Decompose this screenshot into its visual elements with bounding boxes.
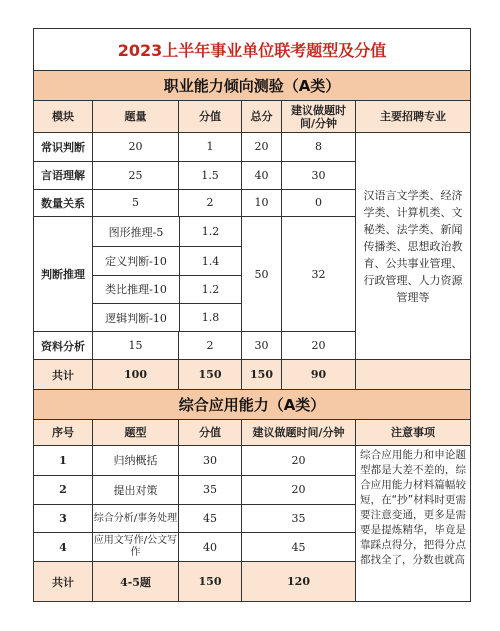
cell-total: 20 bbox=[241, 133, 281, 161]
section-b-total-row bbox=[34, 561, 355, 601]
cell-type: 应用文写作/公文写作 bbox=[92, 533, 178, 561]
majors-total-cell bbox=[356, 359, 470, 389]
table-row bbox=[34, 475, 355, 504]
cell-count: 20 bbox=[92, 133, 178, 161]
header-score: 分值 bbox=[178, 420, 241, 445]
header-total: 总分 bbox=[241, 101, 281, 132]
cell-score: 30 bbox=[178, 446, 241, 475]
cell-total-label: 共计 bbox=[34, 360, 92, 389]
header-majors: 主要招聘专业 bbox=[355, 101, 470, 132]
subitem-row bbox=[93, 275, 241, 303]
majors-text: 汉语言文学类、经济学类、计算机类、文秘类、法学类、新闻传播类、思想政治教育、公共事业管理、行政管理、人力资源管理等 bbox=[363, 188, 463, 304]
table-title-row bbox=[34, 29, 470, 70]
cell-score: 1.4 bbox=[179, 247, 241, 275]
header-module: 模块 bbox=[34, 101, 92, 132]
cell-total: 150 bbox=[241, 360, 281, 389]
cell-type: 4-5题 bbox=[92, 562, 178, 601]
cell-score: 2 bbox=[178, 332, 241, 359]
cell-module: 数量关系 bbox=[41, 196, 85, 210]
cell-count: 100 bbox=[92, 360, 178, 389]
cell-no: 2 bbox=[59, 483, 67, 497]
cell-no: 3 bbox=[59, 512, 67, 526]
table-row bbox=[34, 161, 355, 189]
cell-score: 1.8 bbox=[179, 304, 241, 332]
table-row bbox=[34, 133, 355, 161]
cell-type: 归纳概括 bbox=[92, 446, 178, 475]
notes-text: 综合应用能力和申论题型都是大差不差的，综合应用能力材料篇幅较短，在“抄”材料时更需要注意变通，更多是需要是提炼精华，毕竟是靠踩点得分，把得分点都找全了，分数也就高 bbox=[355, 446, 470, 601]
cell-type: 提出对策 bbox=[92, 476, 178, 504]
cell-time: 30 bbox=[281, 162, 355, 189]
cell-score: 40 bbox=[178, 533, 241, 561]
cell-time: 20 bbox=[281, 332, 355, 359]
cell-time: 20 bbox=[241, 446, 355, 475]
cell-count: 5 bbox=[92, 190, 178, 217]
table-row bbox=[34, 446, 355, 475]
cell-subitem: 类比推理-10 bbox=[105, 283, 167, 297]
header-no: 序号 bbox=[34, 420, 92, 445]
cell-time: 120 bbox=[241, 562, 355, 601]
table-row bbox=[34, 189, 355, 217]
cell-time: 35 bbox=[241, 505, 355, 533]
cell-time: 32 bbox=[281, 217, 355, 331]
cell-module: 资料分析 bbox=[41, 339, 85, 353]
cell-score: 2 bbox=[178, 190, 241, 217]
section-b-heading: 综合应用能力（A类） bbox=[34, 389, 470, 419]
cell-total: 50 bbox=[241, 217, 281, 331]
cell-time: 90 bbox=[281, 360, 355, 389]
cell-total: 40 bbox=[241, 162, 281, 189]
cell-score: 45 bbox=[178, 505, 241, 533]
subitem-row bbox=[93, 246, 241, 275]
exam-table bbox=[33, 28, 471, 602]
cell-count: 15 bbox=[92, 332, 178, 359]
header-time: 建议做题时间/分钟 bbox=[281, 101, 355, 132]
table-row bbox=[34, 331, 355, 359]
cell-score: 1 bbox=[178, 133, 241, 161]
section-a-rows bbox=[34, 133, 355, 389]
cell-score: 1.2 bbox=[179, 217, 241, 246]
cell-score: 150 bbox=[178, 562, 241, 601]
header-notes: 注意事项 bbox=[355, 420, 470, 445]
header-score: 分值 bbox=[178, 101, 241, 132]
cell-score: 35 bbox=[178, 476, 241, 504]
cell-subitem: 定义判断-10 bbox=[105, 255, 167, 268]
cell-time: 8 bbox=[281, 133, 355, 161]
header-type: 题型 bbox=[92, 420, 178, 445]
table-title: 2023上半年事业单位联考题型及分值 bbox=[117, 41, 387, 60]
cell-type: 综合分析/事务处理 bbox=[92, 505, 178, 533]
cell-module: 判断推理 bbox=[41, 268, 85, 282]
header-count: 题量 bbox=[92, 101, 178, 132]
cell-time: 45 bbox=[241, 533, 355, 561]
section-b-rows bbox=[34, 446, 355, 601]
cell-subitem: 逻辑判断-10 bbox=[105, 311, 167, 325]
cell-score: 1.2 bbox=[179, 276, 241, 303]
cell-no: 4 bbox=[59, 540, 67, 554]
cell-no: 1 bbox=[59, 453, 67, 467]
cell-time: 20 bbox=[241, 476, 355, 504]
judgment-subitems bbox=[92, 217, 241, 331]
table-row bbox=[34, 532, 355, 561]
cell-total: 10 bbox=[241, 190, 281, 217]
judgment-reasoning-block bbox=[34, 216, 355, 331]
cell-subitem: 图形推理-5 bbox=[108, 225, 164, 239]
cell-module: 常识判断 bbox=[41, 140, 85, 154]
subitem-row bbox=[93, 303, 241, 332]
cell-module: 言语理解 bbox=[41, 169, 85, 183]
cell-time: 0 bbox=[281, 190, 355, 217]
cell-total-label: 共计 bbox=[34, 562, 92, 601]
section-a-heading: 职业能力倾向测验（A类） bbox=[34, 70, 470, 100]
cell-score: 150 bbox=[178, 360, 241, 389]
table-row bbox=[34, 504, 355, 533]
subitem-row bbox=[93, 217, 241, 246]
section-b-header-row bbox=[34, 419, 470, 445]
section-a-header-row bbox=[34, 100, 470, 132]
cell-score: 1.5 bbox=[178, 162, 241, 189]
section-b-body bbox=[34, 445, 470, 601]
cell-count: 25 bbox=[92, 162, 178, 189]
cell-total: 30 bbox=[241, 332, 281, 359]
section-a-body bbox=[34, 132, 470, 389]
header-time: 建议做题时间/分钟 bbox=[241, 420, 355, 445]
section-a-total-row bbox=[34, 359, 355, 389]
majors-column bbox=[355, 133, 470, 389]
